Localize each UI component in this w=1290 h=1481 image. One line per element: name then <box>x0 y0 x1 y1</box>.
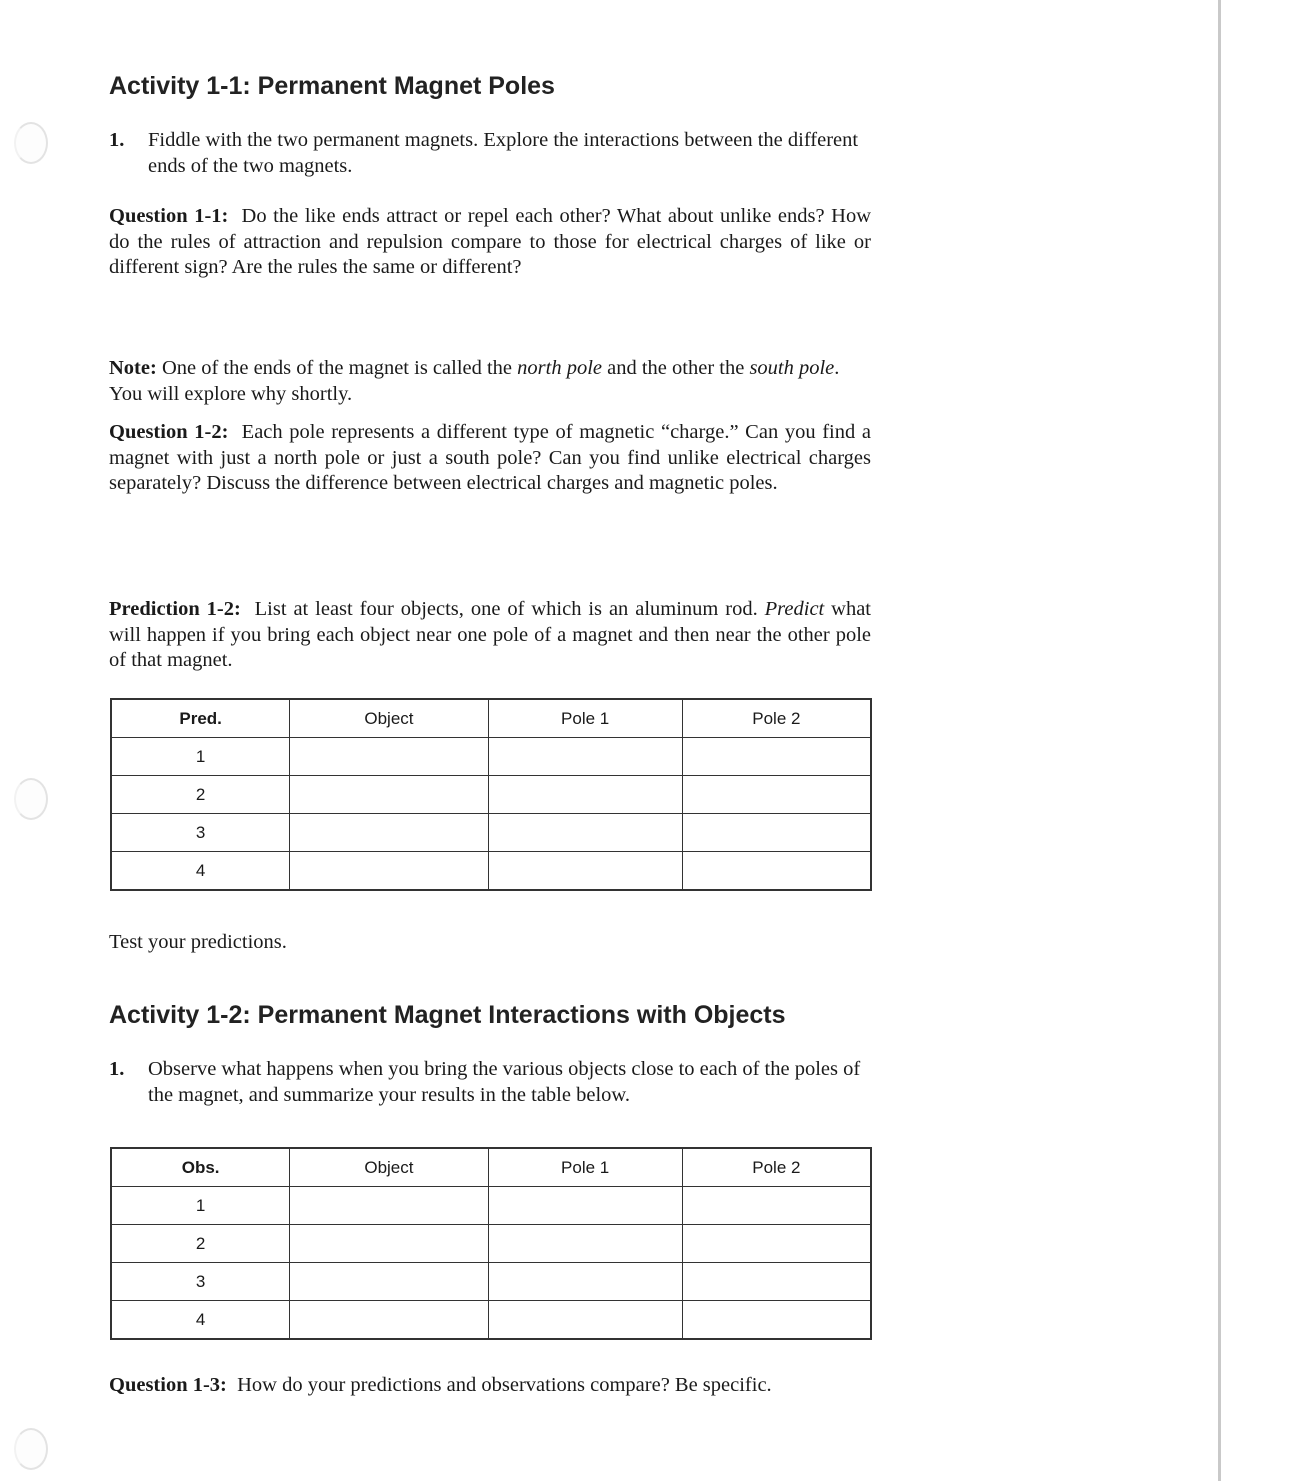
table-row <box>111 738 871 776</box>
pole-2-cell[interactable] <box>682 814 871 852</box>
test-predictions-text: Test your predictions. <box>109 931 287 953</box>
note-text-c: . You will explore why shortly. <box>109 357 840 405</box>
note-paragraph <box>109 356 871 407</box>
row-number: 3 <box>111 1263 290 1301</box>
object-cell[interactable] <box>290 1225 488 1263</box>
pole-1-cell[interactable] <box>488 738 682 776</box>
note-label: Note: <box>109 357 157 379</box>
pole-2-column-header: Pole 2 <box>682 699 871 738</box>
object-cell[interactable] <box>290 852 488 891</box>
pole-2-column-header: Pole 2 <box>682 1148 871 1187</box>
activity-1-1-heading: Activity 1-1: Permanent Magnet Poles <box>109 72 555 100</box>
pole-1-cell[interactable] <box>488 1225 682 1263</box>
question-1-1-label: Question 1-1: <box>109 205 229 227</box>
table-header-row <box>111 699 871 738</box>
prediction-predict-word: Predict <box>764 598 825 620</box>
note-text-b: and the other the <box>607 357 745 379</box>
activity-1-2-step-number: 1. <box>109 1058 125 1080</box>
row-number: 1 <box>111 1187 290 1225</box>
prediction-1-2-label: Prediction 1-2: <box>109 598 241 620</box>
prediction-1-2-text-a: List at least four objects, one of which is an aluminum rod. <box>254 598 758 620</box>
pole-1-cell[interactable] <box>488 1187 682 1225</box>
row-number: 1 <box>111 738 290 776</box>
table-row <box>111 1301 871 1340</box>
pole-2-cell[interactable] <box>682 852 871 891</box>
binder-hole-top <box>14 122 48 164</box>
row-number: 4 <box>111 1301 290 1340</box>
pole-1-column-header: Pole 1 <box>488 1148 682 1187</box>
note-text-a: One of the ends of the magnet is called the <box>161 357 513 379</box>
prediction-table <box>110 698 872 891</box>
question-1-2-text: Each pole represents a different type of magnetic “charge.” Can you find a magnet with just a north pole or just a south pole? Can you find unlike electrical charges separately? Discuss the difference between electrical charges and magnetic poles. <box>109 421 871 494</box>
note-south-pole: south pole <box>749 357 835 379</box>
table-header-row <box>111 1148 871 1187</box>
row-number: 2 <box>111 1225 290 1263</box>
question-1-1-text: Do the like ends attract or repel each other? What about unlike ends? How do the rules of attraction and repulsion compare to those for electrical charges of like or different sign? Are the rules the same or different? <box>109 205 872 278</box>
binder-hole-middle <box>14 778 48 820</box>
pole-2-cell[interactable] <box>682 1301 871 1340</box>
question-1-1 <box>109 204 871 281</box>
object-column-header: Object <box>290 1148 488 1187</box>
table-row <box>111 1263 871 1301</box>
table-row <box>111 1187 871 1225</box>
pole-1-cell[interactable] <box>488 1301 682 1340</box>
table-row <box>111 1225 871 1263</box>
object-cell[interactable] <box>290 738 488 776</box>
prediction-1-2-text-b: what will happen if you bring each object near one pole of a magnet and then near the other pole of that magnet. <box>109 598 872 671</box>
question-1-3-label: Question 1-3: <box>109 1374 227 1396</box>
object-column-header: Object <box>290 699 488 738</box>
row-number: 2 <box>111 776 290 814</box>
pole-2-cell[interactable] <box>682 1225 871 1263</box>
pole-2-cell[interactable] <box>682 1263 871 1301</box>
table-row <box>111 852 871 891</box>
prediction-1-2 <box>109 597 871 674</box>
binder-hole-bottom <box>14 1428 48 1470</box>
object-cell[interactable] <box>290 776 488 814</box>
observation-table <box>110 1147 872 1340</box>
object-cell[interactable] <box>290 1301 488 1340</box>
object-cell[interactable] <box>290 1187 488 1225</box>
row-number: 4 <box>111 852 290 891</box>
activity-1-1-step-text: Fiddle with the two permanent magnets. Explore the interactions between the different ends of the two magnets. <box>148 129 859 177</box>
activity-1-2-heading: Activity 1-2: Permanent Magnet Interactions with Objects <box>109 1001 786 1029</box>
question-1-2-label: Question 1-2: <box>109 421 229 443</box>
pole-2-cell[interactable] <box>682 1187 871 1225</box>
object-cell[interactable] <box>290 814 488 852</box>
activity-1-1-step-number: 1. <box>109 129 125 151</box>
page-edge-line <box>1218 0 1221 1481</box>
obs-column-header: Obs. <box>111 1148 290 1187</box>
question-1-2 <box>109 420 871 497</box>
note-north-pole: north pole <box>517 357 602 379</box>
pole-1-cell[interactable] <box>488 814 682 852</box>
pole-2-cell[interactable] <box>682 776 871 814</box>
pole-2-cell[interactable] <box>682 738 871 776</box>
question-1-3-text: How do your predictions and observations compare? Be specific. <box>237 1374 772 1396</box>
table-row <box>111 776 871 814</box>
question-1-3 <box>109 1373 871 1399</box>
object-cell[interactable] <box>290 1263 488 1301</box>
pole-1-cell[interactable] <box>488 852 682 891</box>
activity-1-2-step-text: Observe what happens when you bring the various objects close to each of the poles of the magnet, and summarize your results in the table below. <box>148 1058 861 1106</box>
pole-1-column-header: Pole 1 <box>488 699 682 738</box>
pred-column-header: Pred. <box>111 699 290 738</box>
pole-1-cell[interactable] <box>488 1263 682 1301</box>
row-number: 3 <box>111 814 290 852</box>
pole-1-cell[interactable] <box>488 776 682 814</box>
table-row <box>111 814 871 852</box>
